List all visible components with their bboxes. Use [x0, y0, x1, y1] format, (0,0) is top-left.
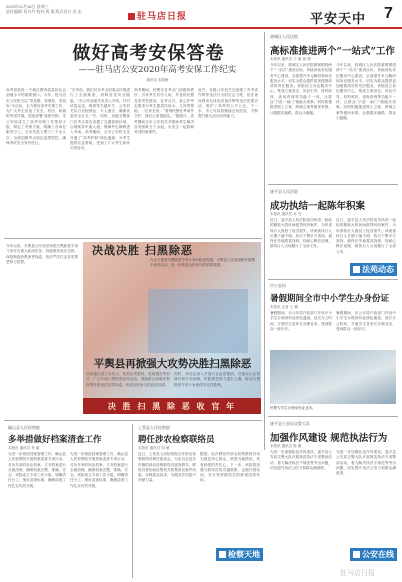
right-top-headline: 高标准推进两个“一站式”工作 [270, 46, 395, 57]
right-low-byline: 本报讯 记者 王 鹏 [270, 305, 298, 309]
right-mid-headline: 成功执结一起陈年积案 [270, 201, 366, 212]
right-low-headline: 暑假期间全市中小学生办身份证 [270, 294, 390, 304]
photo-headline: 平舆县再掀强大攻势决胜扫黑除恶 [93, 358, 252, 370]
page-number: 7 [384, 5, 393, 22]
right-bottom-kicker: 遂平县公安局交警大队 [270, 421, 310, 426]
right-mid-kicker: 遂平县人民法院 [270, 189, 298, 194]
right-top-kicker: 驿城区人民法院 [270, 34, 298, 39]
id-card-photo [270, 350, 396, 404]
main-column-1: 高考是检验一个地区教育质量和社会治理水平的重要窗口。今年，驻马店市公安机关以“零差错、零事故、零投诉”为目标，全力做好高考安保工作，为广大考生营造了安全、有序、和谐的考试环境。提前部署 周密安排。市公安局成立了高考安保工作领导小组，制定了安保方案，明确了各单位职责分工。全市共投入警力三千余人次，全面加强考点周边巡逻防控，确保考试安全有序进行。 [6, 88, 66, 145]
book-icon [353, 266, 360, 273]
bottom-1-kicker: 确山县人民检察院 [8, 425, 40, 430]
right-bottom-body-2: 为进一步加强队伍作风建设，遂平县公安局交警大队开展规范执法专项整治活动，着力解决执法不规范等突出问题，切实提升执法公信力和群众满意度。 [336, 450, 396, 476]
right-bottom-body-1: 为进一步加强队伍作风建设，遂平县公安局交警大队开展规范执法专项整治活动，着力解决执法不规范等突出问题，切实提升执法公信力和群众满意度。 [270, 450, 332, 470]
section-tag-gongan [350, 548, 397, 561]
right-mid-body-1: 近日，遂平县人民法院成功执结一起标的额较大的民间借贷纠纷案件，为申请执行人挽回了经济损失。该案被执行人长期下落不明，执行干警多方查找，最终在外地将其找到，经耐心释法说理，被执行人当场履行了全部义务。 [270, 218, 332, 249]
logo-mark-icon [128, 13, 135, 20]
masthead-date: 2020年11月18日 星期三 [6, 4, 49, 9]
bottom-1-body-2: 为进一步规范档案管理工作，确山县人民检察院开展档案清查专项行动，对历年来的诉讼档案、文书档案进行全面清理，确保档案完整、准确、安全。该院成立专项工作小组，明确责任分工，细化清查标准，确保清查工作扎实有效开展。 [70, 452, 128, 488]
shield-icon [353, 551, 360, 558]
main-column-2: “在考前，我们对各考点的周边环境进行了全面排查，消除各类安全隐患。”市公安局相关负责人介绍。针对试卷运送、保管等关键环节，公安机关实行全程押运、专人值守，确保试卷安全万无一失。同时，各级交警部门在考点周边设置了交通管制区域，合理疏导车流人流，保障考生顺利进入考场。高考期间，全市公安机关还开通了“高考护航”绿色通道，为考生提供应急帮助，受到了广大考生和家长的好评。 [70, 88, 130, 151]
photo-caption: 为全力推进扫黑除恶专项斗争向纵深发展，平舆县公安局组织开展集中宣传活动，进一步营造全民参与的浓厚氛围。 [150, 258, 255, 267]
main-column-4: 此外，各级公安机关还加强了对考试作弊等违法行为的打击力度，依法查处利用无线电设备作弊等违法犯罪活动，维护了高考的公平公正。下一步，市公安局将继续总结经验，不断提升重大活动安保能力。 [198, 88, 258, 119]
right-low-kicker: 市公安局 [270, 283, 286, 288]
masthead-meta [6, 4, 126, 14]
watermark: 驻马店日报 [340, 570, 375, 577]
right-low-body-2: 暑假期间，市公安局户政部门开设中小学生办理身份证绿色通道，延长办公时间，方便学生及家长办理业务，受到群众一致好评。 [336, 311, 396, 331]
bottom-1-headline: 多举措做好档案清查工作 [8, 435, 102, 445]
photo-police-rally [148, 289, 248, 353]
logo-text: 驻马店日报 [137, 11, 188, 21]
main-headline: 做好高考安保答卷 [72, 43, 225, 64]
red-banner: 决 胜 扫 黑 除 恶 收 官 年 [83, 398, 261, 414]
photo-body-1: 该局通过设立宣传点、发放宣传资料、张贴通告等形式，广泛开展扫黑除恶宣传活动，鼓励群众积极举报涉黑涉恶违法犯罪线索，形成全民参与的良好局面。 [86, 372, 170, 387]
right-divider-1 [268, 184, 398, 185]
right-bottom-headline: 加强作风建设 规范执法行为 [270, 433, 388, 444]
tag-label: 检察天地 [228, 550, 260, 559]
column-divider [264, 32, 265, 450]
bottom-column-divider [132, 424, 133, 578]
right-top-byline: 本报讯 通讯员 王 敏 姜 珊 [270, 57, 311, 61]
main-column-3: 高考期间，民警在各考点门前维持秩序，引导考生有序入场，并及时处置各类突发情况。在考点外，爱心护考志愿者为考生提供饮用水、文具等帮助。一位家长说：“看到民警在考场外守护，我们心里很踏实。”据统计，高考期间全市公安机关共帮助考生解决各类困难五十余起，未发生一起影响考试的案事件。 [134, 88, 194, 135]
right-mid-byline: 本报讯 通讯员 孙 亮 [270, 212, 302, 216]
main-subheadline: ——驻马店公安2020年高考安保工作纪实 [78, 65, 237, 75]
photo-side-column: 今年以来，平舆县公安局坚持把扫黑除恶专项斗争作为重大政治任务，持续保持高压态势，深挖彻查涉黑涉恶线索，依法严厉打击各类黑恶势力犯罪。 [6, 244, 78, 264]
right-divider-3 [268, 416, 398, 417]
scales-icon [219, 551, 226, 558]
bottom-2-body-2: 据悉，此次聘任的涉农检察联络员均为基层热心群众，熟悉当地情况，具有较强的责任心。下一步，该院将加强与联络员的沟通联系，定期开展培训，充分发挥联络员的桥梁纽带作用。 [200, 452, 260, 483]
bottom-divider [4, 420, 262, 421]
bottom-2-body-1: 近日，上蔡县人民检察院召开涉农检察联络员聘任座谈会，为来自全县各乡镇的涉农检察联络员颁发聘书。联络员将协助检察机关收集涉农案件线索，反映群众诉求，为服务乡村振兴贡献力量。 [138, 452, 196, 483]
section-tag-jiancha [216, 548, 263, 561]
right-divider-2 [268, 279, 398, 280]
masthead-editors: 责任编辑 刘丹丹 校对 周 燕 版式设计 范 宏 [6, 9, 82, 14]
section-tag-fayuan [350, 263, 397, 276]
bottom-1-body-1: 为进一步规范档案管理工作，确山县人民检察院开展档案清查专项行动，对历年来的诉讼档案、文书档案进行全面清理，确保档案完整、准确、安全。该院成立专项工作小组，明确责任分工，细化清查标准，确保清查工作扎实有效开展。 [8, 452, 66, 488]
right-top-body-1: 今年以来，驿城区人民法院紧紧围绕两个“一站式”建设目标，持续深化诉讼服务中心建设，全面提升多元解纷和诉讼服务水平，切实为群众提供更加便捷高效的司法服务。该院设立诉讼服务中心，集成立案登记、诉讼引导、材料收转、查询咨询等功能于一体，让群众“只进一扇门”就能办成事。同时积极推进网上立案、跨域立案等便民举措，让数据多跑路，群众少跑腿。 [270, 63, 332, 115]
right-low-caption: 民警为学生办理身份证业务。 [270, 406, 316, 410]
bottom-2-kicker: 上蔡县人民检察院 [138, 425, 170, 430]
bottom-1-byline: 本报讯 通讯员 李 丽 [8, 446, 40, 450]
right-low-body-1: 暑假期间，市公安局户政部门开设中小学生办理身份证绿色通道，延长办公时间，方便学生及家长办理业务，受到群众一致好评。 [270, 311, 332, 331]
photo-body-2: 同时，该局还深入开展行业乱象整治，对重点行业领域开展专项治理，铲除黑恶势力滋生土壤，推动扫黑除恶专项斗争取得决定性胜利。 [174, 372, 260, 387]
main-byline: 通讯员 宋晓梅 [146, 78, 169, 82]
newspaper-logo [128, 9, 187, 22]
masthead-rule [0, 27, 402, 29]
bottom-2-headline: 聘任涉农检察联络员 [138, 435, 215, 445]
right-mid-body-2: 近日，遂平县人民法院成功执结一起标的额较大的民间借贷纠纷案件，为申请执行人挽回了经济损失。该案被执行人长期下落不明，执行干警多方查找，最终在外地将其找到，经耐心释法说理，被执行人当场履行了全部义务。 [336, 218, 396, 254]
section-title: 平安天中 [310, 11, 367, 26]
photo-heading: 决战决胜 扫黑除恶 [92, 244, 193, 257]
section-divider [4, 238, 262, 239]
tag-label: 法苑动态 [362, 265, 394, 274]
bottom-2-byline: 本报讯 通讯员 周 敏 [138, 446, 170, 450]
right-top-body-2: 今年以来，驿城区人民法院紧紧围绕两个“一站式”建设目标，持续深化诉讼服务中心建设，全面提升多元解纷和诉讼服务水平，切实为群众提供更加便捷高效的司法服务。该院设立诉讼服务中心，集成立案登记、诉讼引导、材料收转、查询咨询等功能于一体，让群众“只进一扇门”就能办成事。同时积极推进网上立案、跨域立案等便民举措，让数据多跑路，群众少跑腿。 [336, 63, 396, 120]
right-bottom-byline: 本报讯 通讯员 陈 刚 [270, 444, 302, 448]
tag-label: 公安在线 [362, 550, 394, 559]
